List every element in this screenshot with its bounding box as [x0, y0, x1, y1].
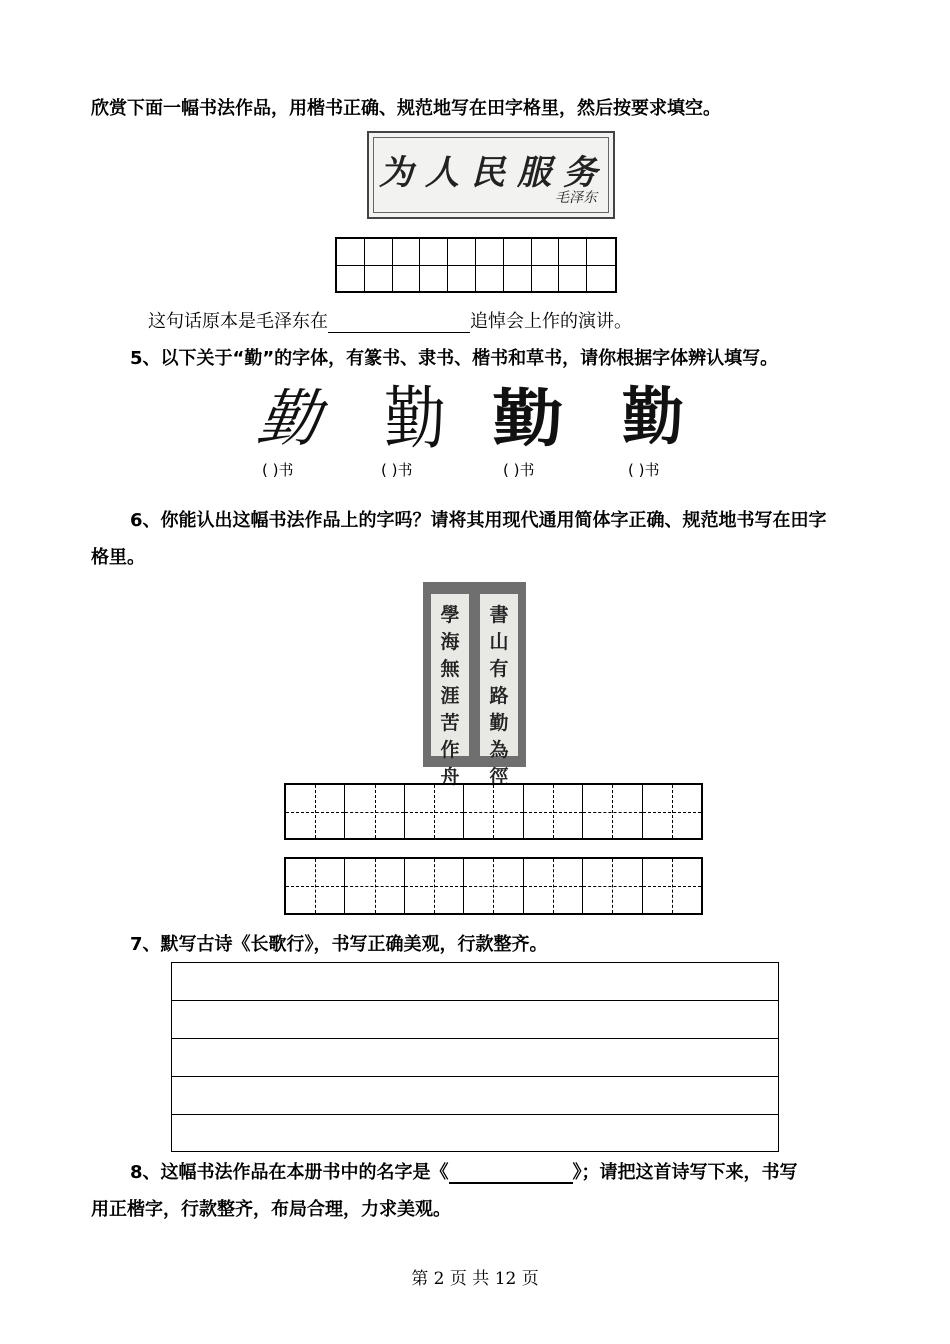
grid-cell[interactable]	[476, 239, 504, 291]
tianzi-cell[interactable]	[405, 859, 464, 913]
couplet-char: 為	[489, 739, 509, 761]
tianzi-cell[interactable]	[583, 785, 642, 838]
q8-line1-before: 8、这幅书法作品在本册书中的名字是《	[130, 1162, 449, 1183]
q4-sentence-before: 这句话原本是毛泽东在	[148, 311, 328, 332]
couplet-char: 徑	[489, 766, 509, 788]
q7-text: 7、默写古诗《长歌行》，书写正确美观，行款整齐。	[130, 934, 548, 955]
couplet-char: 有	[489, 658, 509, 680]
qin-regular: 勤	[622, 380, 685, 453]
q6-line1: 6、你能认出这幅书法作品上的字吗？请将其用现代通用简体字正确、规范地书写在田字	[130, 510, 827, 531]
couplet-left-strip	[431, 594, 469, 788]
writing-line[interactable]	[172, 1039, 778, 1077]
grid-cell[interactable]	[504, 239, 532, 291]
grid-cell[interactable]	[365, 239, 393, 291]
q4-instruction: 欣赏下面一幅书法作品，用楷书正确、规范地写在田字格里，然后按要求填空。	[91, 98, 721, 119]
q8-title-blank[interactable]	[449, 1164, 573, 1184]
qin-cursive: 勤	[252, 382, 326, 455]
q4-sentence-after: 追悼会上作的演讲。	[470, 311, 632, 332]
couplet-char: 書	[489, 604, 509, 626]
qin-seal: 勤	[384, 378, 447, 459]
tianzi-cell[interactable]	[345, 785, 404, 838]
tianzi-cell[interactable]	[464, 785, 523, 838]
tianzi-cell[interactable]	[286, 785, 345, 838]
tianzi-cell[interactable]	[405, 785, 464, 838]
page-footer: 第 2 页 共 12 页	[411, 1269, 539, 1289]
label-1[interactable]: ( )书	[262, 461, 294, 479]
grid-cell[interactable]	[532, 239, 560, 291]
q6-line2: 格里。	[91, 547, 145, 568]
calligraphy-signature: 毛泽东	[555, 190, 597, 206]
calligraphy-image-serve-people	[367, 131, 615, 219]
tianzi-cell[interactable]	[643, 785, 701, 838]
writing-line[interactable]	[172, 1077, 778, 1115]
tianzi-grid-2[interactable]	[284, 857, 703, 915]
q5-text: 5、以下关于“勤”的字体，有篆书、隶书、楷书和草书，请你根据字体辨认填写。	[130, 348, 779, 369]
tianzi-cell[interactable]	[464, 859, 523, 913]
tianzi-cell[interactable]	[583, 859, 642, 913]
couplet-char: 涯	[440, 685, 460, 707]
q8-line1	[130, 1162, 798, 1184]
poem-writing-lines[interactable]	[171, 962, 779, 1152]
writing-line[interactable]	[172, 1001, 778, 1039]
writing-line[interactable]	[172, 963, 778, 1001]
couplet-image	[423, 582, 526, 788]
couplet-char: 海	[440, 631, 460, 653]
grid-cell[interactable]	[448, 239, 476, 291]
qin-clerical: 勤	[492, 382, 564, 455]
couplet-char: 山	[489, 631, 509, 653]
couplet-char: 勤	[489, 712, 509, 734]
tianzi-cell[interactable]	[643, 859, 701, 913]
couplet-char: 學	[440, 604, 460, 626]
q4-blank[interactable]	[328, 314, 470, 333]
grid-cell[interactable]	[420, 239, 448, 291]
grid-cell[interactable]	[393, 239, 421, 291]
label-4[interactable]: ( )书	[628, 461, 660, 479]
couplet-char: 苦	[440, 712, 460, 734]
q8-line2: 用正楷字，行款整齐，布局合理，力求美观。	[91, 1199, 451, 1220]
tianzi-cell[interactable]	[286, 859, 345, 913]
couplet-right-strip	[480, 594, 518, 788]
label-2[interactable]: ( )书	[381, 461, 413, 479]
q8-line1-after: 》；请把这首诗写下来，书写	[572, 1162, 798, 1183]
tianzi-cell[interactable]	[524, 785, 583, 838]
q4-sentence	[148, 311, 632, 333]
tianzi-grid-1[interactable]	[284, 783, 703, 840]
couplet-char: 路	[489, 685, 509, 707]
writing-grid-1[interactable]	[335, 237, 617, 293]
grid-cell[interactable]	[337, 239, 365, 291]
writing-line[interactable]	[172, 1115, 778, 1153]
tianzi-cell[interactable]	[524, 859, 583, 913]
label-3[interactable]: ( )书	[503, 461, 535, 479]
grid-cell[interactable]	[587, 239, 615, 291]
couplet-char: 無	[440, 658, 460, 680]
couplet-char: 舟	[440, 766, 460, 788]
calligraphy-text: 为人民服务	[379, 153, 609, 193]
tianzi-cell[interactable]	[345, 859, 404, 913]
couplet-char: 作	[440, 739, 460, 761]
grid-cell[interactable]	[559, 239, 587, 291]
